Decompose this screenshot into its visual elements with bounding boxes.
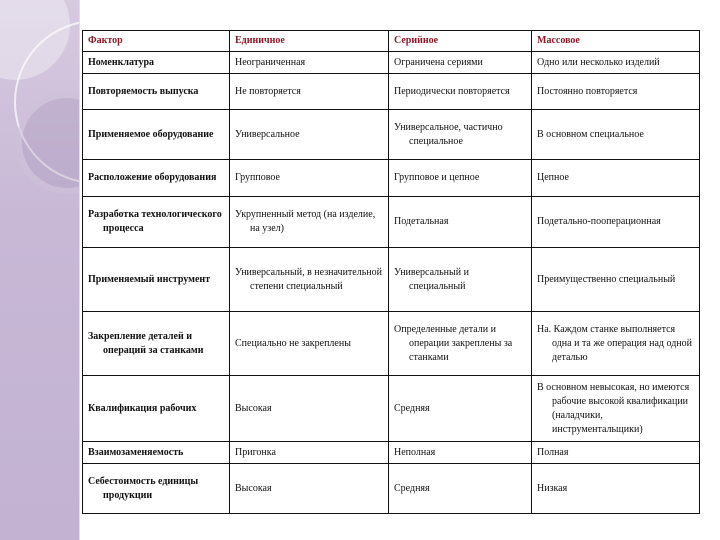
single-cell: Неограниченная [230, 52, 389, 74]
serial-cell: Средняя [389, 376, 532, 442]
header-mass: Массовое [532, 31, 700, 52]
single-cell: Групповое [230, 160, 389, 197]
table-row [83, 74, 700, 110]
table-row [83, 376, 700, 442]
factor-cell: Применяемое оборудование [83, 110, 230, 160]
single-cell: Не повторяется [230, 74, 389, 110]
mass-cell: Полная [532, 442, 700, 464]
factor-cell: Номенклатура [83, 52, 230, 74]
serial-cell: Определенные детали и операции закреплены за станками [389, 312, 532, 376]
serial-cell: Универсальный и специальный [389, 248, 532, 312]
single-cell: Универсальный, в незначительной степени специальный [230, 248, 389, 312]
single-cell: Универсальное [230, 110, 389, 160]
factor-cell: Разработка технологического процесса [83, 197, 230, 248]
serial-cell: Неполная [389, 442, 532, 464]
production-types-table [82, 30, 700, 514]
factor-cell: Расположение оборудования [83, 160, 230, 197]
header-factor: Фактор [83, 31, 230, 52]
table-row [83, 160, 700, 197]
table-row [83, 312, 700, 376]
serial-cell: Универсальное, частично специальное [389, 110, 532, 160]
table-row [83, 248, 700, 312]
serial-cell: Периодически повторяется [389, 74, 532, 110]
single-cell: Специально не закреплены [230, 312, 389, 376]
single-cell: Высокая [230, 376, 389, 442]
table-row [83, 197, 700, 248]
single-cell: Укрупненный метод (на изделие, на узел) [230, 197, 389, 248]
mass-cell: На. Каждом станке выполняется одна и та же операция над одной деталью [532, 312, 700, 376]
factor-cell: Квалификация рабочих [83, 376, 230, 442]
mass-cell: Преимущественно специальный [532, 248, 700, 312]
factor-cell: Взаимозаменяемость [83, 442, 230, 464]
decorative-sidebar [0, 0, 80, 540]
serial-cell: Средняя [389, 464, 532, 514]
serial-cell: Ограничена сериями [389, 52, 532, 74]
single-cell: Высокая [230, 464, 389, 514]
table-row [83, 442, 700, 464]
factor-cell: Применяемый инструмент [83, 248, 230, 312]
table-row [83, 464, 700, 514]
header-serial: Серийное [389, 31, 532, 52]
mass-cell: Подетально-пооперационная [532, 197, 700, 248]
table-row [83, 52, 700, 74]
table-row [83, 110, 700, 160]
mass-cell: В основном специальное [532, 110, 700, 160]
mass-cell: Низкая [532, 464, 700, 514]
factor-cell: Себестоимость единицы продукции [83, 464, 230, 514]
factor-cell: Повторяемость выпуска [83, 74, 230, 110]
header-single: Единичное [230, 31, 389, 52]
mass-cell: Одно или несколько изделий [532, 52, 700, 74]
mass-cell: Цепное [532, 160, 700, 197]
serial-cell: Подетальная [389, 197, 532, 248]
serial-cell: Групповое и цепное [389, 160, 532, 197]
factor-cell: Закрепление деталей и операций за станками [83, 312, 230, 376]
mass-cell: Постоянно повторяется [532, 74, 700, 110]
mass-cell: В основном невысокая, но имеются рабочие высокой квалификации (наладчики, инструментальщики) [532, 376, 700, 442]
table-header-row [83, 31, 700, 52]
single-cell: Пригонка [230, 442, 389, 464]
